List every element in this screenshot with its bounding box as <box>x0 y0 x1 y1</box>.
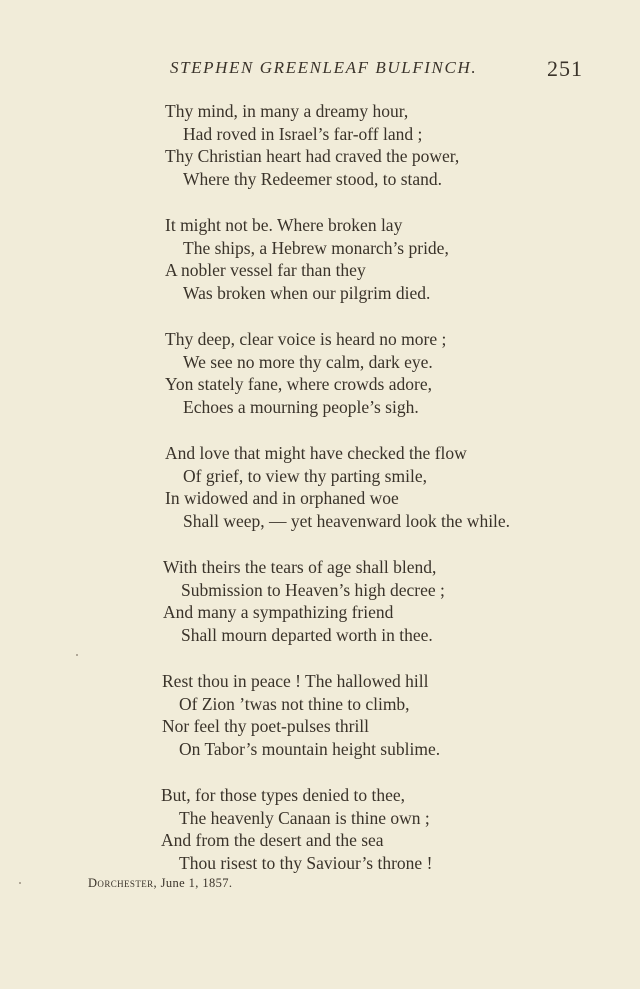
poem-line: Had roved in Israel’s far-off land ; <box>183 123 423 144</box>
poem-line: Nor feel thy poet-pulses thrill <box>162 716 370 736</box>
running-head: STEPHEN GREENLEAF BULFINCH. <box>170 58 478 77</box>
poem-line: Thy mind, in many a dreamy hour, <box>165 101 409 121</box>
poem-line: With theirs the tears of age shall blend, <box>163 557 437 577</box>
poem-line: We see no more thy calm, dark eye. <box>183 351 433 372</box>
poem-line: Thy deep, clear voice is heard no more ; <box>165 329 447 349</box>
poem-line: On Tabor’s mountain height sublime. <box>179 738 441 759</box>
poem-line: Submission to Heaven’s high decree ; <box>181 579 445 600</box>
stanza <box>0 442 640 532</box>
poem-line: In widowed and in orphaned woe <box>165 488 399 508</box>
poem-line: The ships, a Hebrew monarch’s pride, <box>183 237 449 258</box>
page-header <box>0 58 640 82</box>
poem-line: Of Zion ’twas not thine to climb, <box>179 693 410 714</box>
dateline <box>88 876 232 891</box>
stanza <box>0 670 640 760</box>
poem-line: Rest thou in peace ! The hallowed hill <box>162 671 429 691</box>
poem-line: Shall mourn departed worth in thee. <box>181 624 433 645</box>
dateline-place: Dorchester, <box>88 876 158 890</box>
poem-line: Shall weep, — yet heavenward look the while. <box>183 510 511 531</box>
poem-line: And from the desert and the sea <box>161 830 384 850</box>
poem-line: Was broken when our pilgrim died. <box>183 282 431 303</box>
poem-line: Thou risest to thy Saviour’s throne ! <box>179 852 433 873</box>
poem-line: But, for those types denied to thee, <box>161 785 405 805</box>
poem-line: And love that might have checked the flow <box>165 443 467 463</box>
stanza <box>0 556 640 646</box>
poem-line: Yon stately fane, where crowds adore, <box>165 374 432 394</box>
paper-speck <box>76 654 78 656</box>
stanza <box>0 784 640 874</box>
poem-line: The heavenly Canaan is thine own ; <box>179 807 430 828</box>
dateline-date: June 1, 1857. <box>160 876 233 890</box>
stanza <box>0 100 640 190</box>
poem-line: It might not be. Where broken lay <box>165 215 403 235</box>
poem <box>0 100 640 898</box>
stanza <box>0 328 640 418</box>
poem-line: Where thy Redeemer stood, to stand. <box>183 168 443 189</box>
poem-line: A nobler vessel far than they <box>165 260 366 280</box>
page-number: 251 <box>547 56 583 81</box>
poem-line: And many a sympathizing friend <box>163 602 394 622</box>
paper-speck <box>19 882 21 884</box>
poem-line: Thy Christian heart had craved the power, <box>165 146 460 166</box>
poem-line: Echoes a mourning people’s sigh. <box>183 396 419 417</box>
poem-line: Of grief, to view thy parting smile, <box>183 465 427 486</box>
stanza <box>0 214 640 304</box>
